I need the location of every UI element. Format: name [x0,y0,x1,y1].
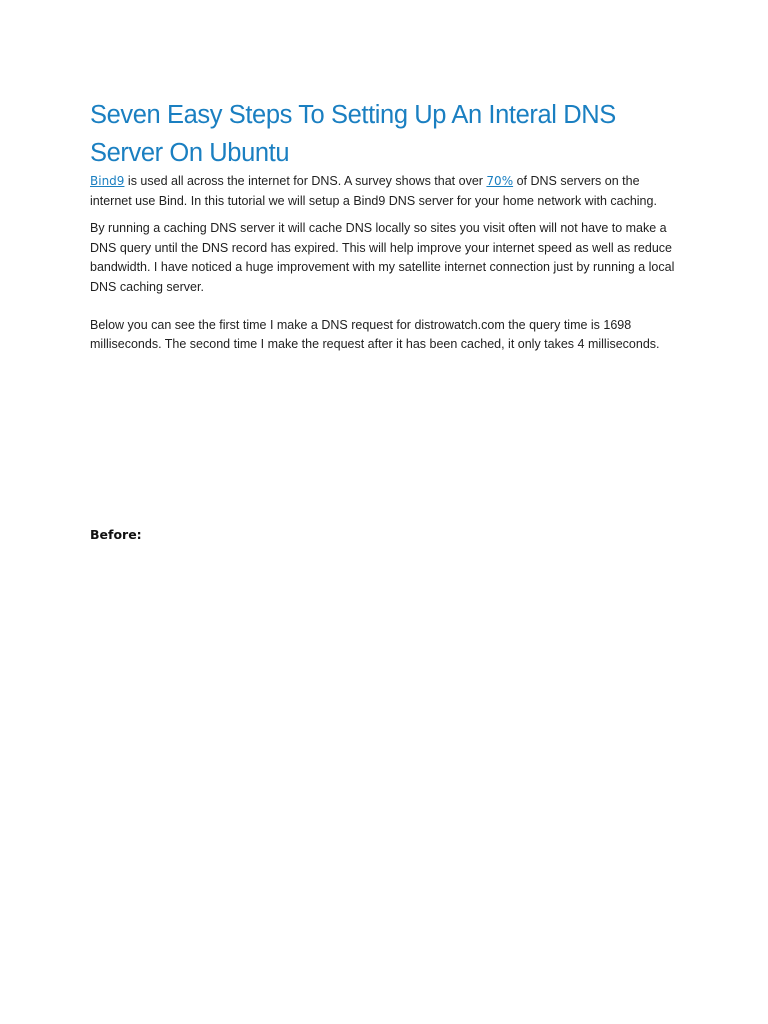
caching-paragraph: By running a caching DNS server it will cache DNS locally so sites you visit often will not have to make a DNS query until the DNS record has expired. This will help improve your internet speed as well as reduce bandwidth. I have noticed a huge improvement with my satellite internet connection just by running a local DNS caching server. [90,221,675,294]
intro-text-2: of DNS servers on the internet use Bind. In this tutorial we will setup a Bind9 DNS server for your home network with caching. [90,174,657,208]
intro-text-1: is used all across the internet for DNS. A survey shows that over [124,174,487,188]
bind9-link[interactable]: Bind9 [90,174,125,188]
percent-link[interactable]: 70% [486,174,514,188]
query-time-paragraph: Below you can see the first time I make a DNS request for distrowatch.com the query time is 1698 milliseconds. The second time I make the request after it has been cached, it only takes 4 milliseconds. [90,317,660,352]
page-title: Seven Easy Steps To Setting Up An Interal DNS Server On Ubuntu [90,101,616,167]
before-heading: Before: [90,527,142,542]
intro-paragraph [90,172,680,211]
article [90,96,680,355]
